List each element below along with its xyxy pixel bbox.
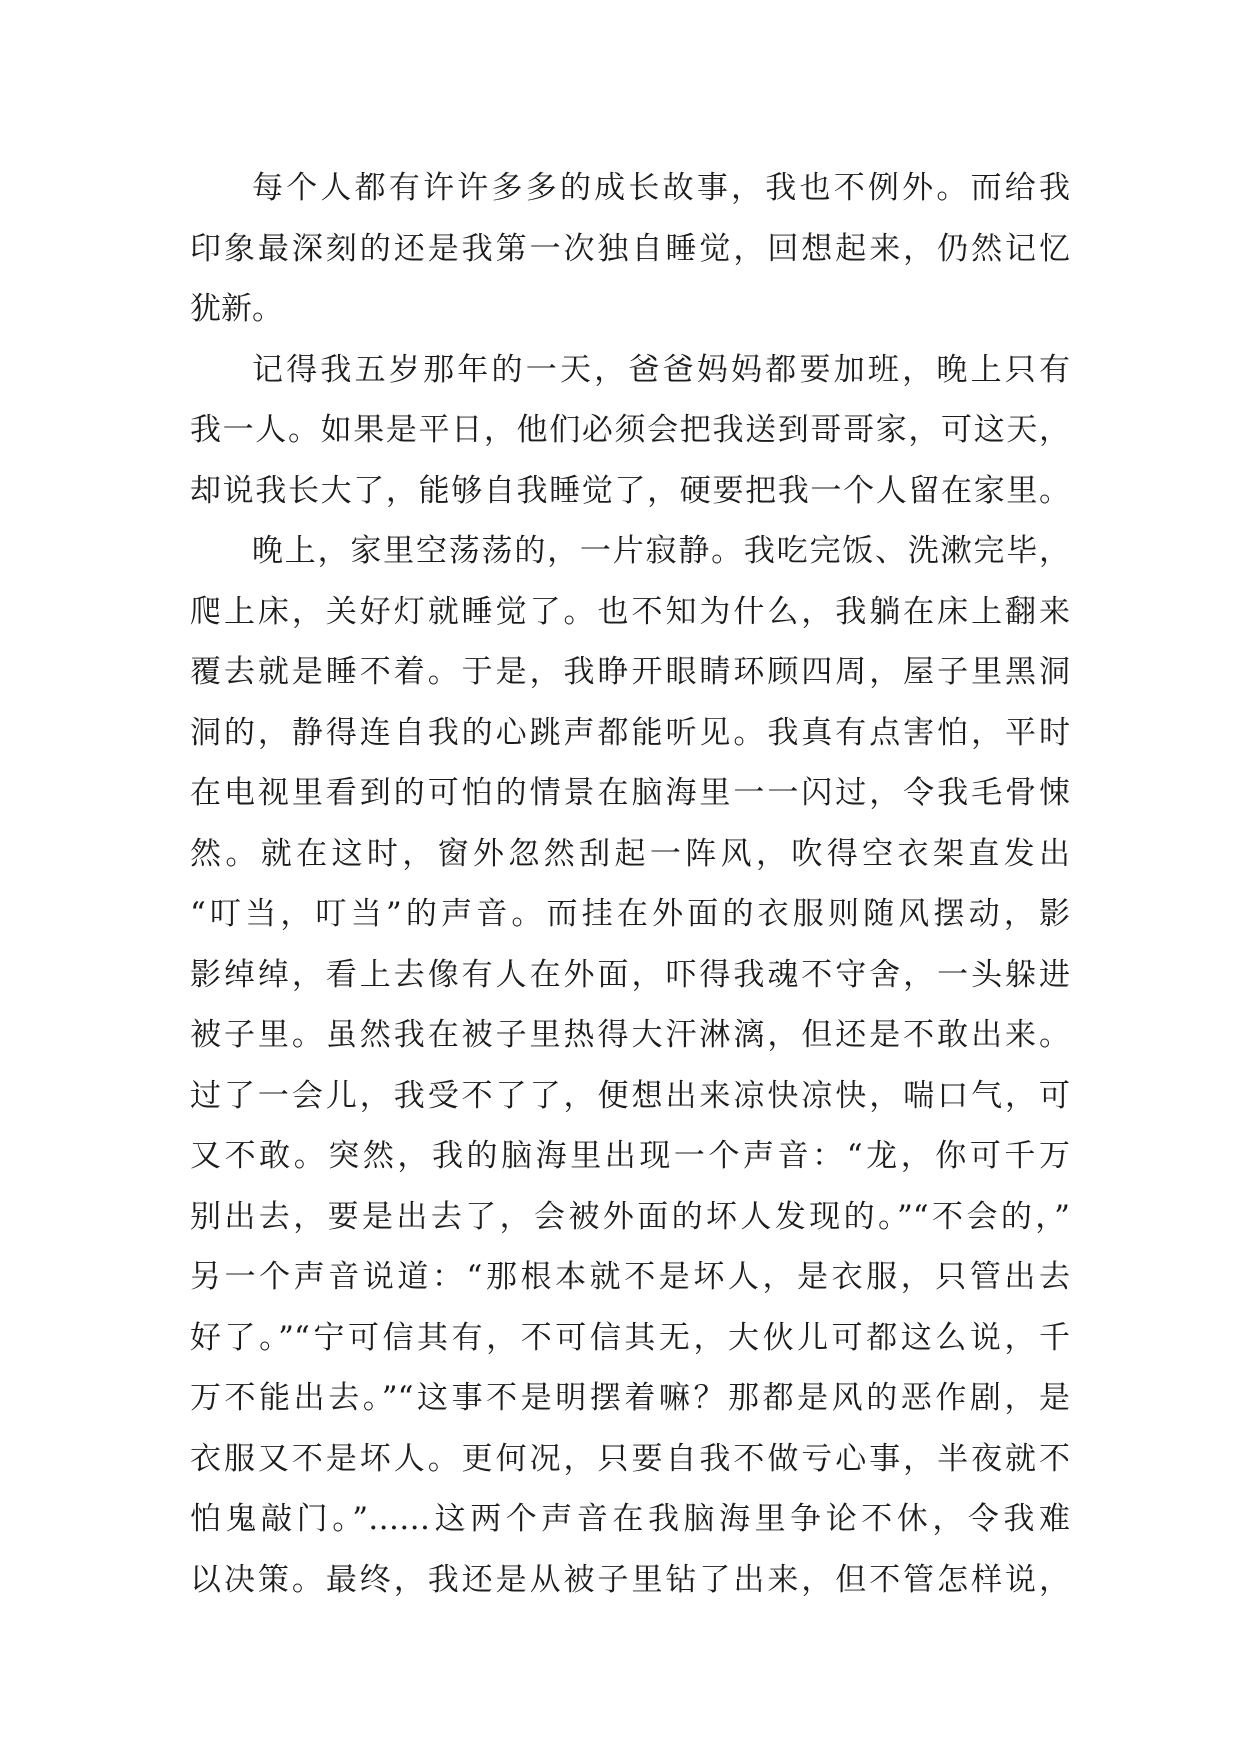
text-line: 然。就在这时，窗外忽然刮起一阵风，吹得空衣架直发出	[190, 835, 1070, 872]
text-line: 每个人都有许许多多的成长故事，我也不例外。而给我	[252, 170, 1070, 206]
text-line: 怕鬼敲门。”……这两个声音在我脑海里争论不休，令我难	[190, 1501, 1070, 1537]
text-line: 在电视里看到的可怕的情景在脑海里一一闪过，令我毛骨悚	[190, 775, 1070, 811]
essay-body	[190, 158, 1070, 1610]
text-line: 又不敢。突然，我的脑海里出现一个声音：“龙，你可千万	[190, 1138, 1070, 1174]
text-line: 别出去，要是出去了，会被外面的坏人发现的。”“不会的，”	[190, 1198, 1070, 1235]
text-line: 影绰绰，看上去像有人在外面，吓得我魂不守舍，一头躲进	[190, 956, 1070, 993]
text-line: 却说我长大了，能够自我睡觉了，硬要把我一个人留在家里。	[190, 472, 1070, 509]
text-line: 被子里。虽然我在被子里热得大汗淋漓，但还是不敢出来。	[190, 1017, 1070, 1053]
text-line: 万不能出去。”“这事不是明摆着嘛？那都是风的恶作剧，是	[190, 1380, 1070, 1416]
text-line: 好了。”“宁可信其有，不可信其无，大伙儿可都这么说，千	[190, 1319, 1070, 1356]
text-line: 晚上，家里空荡荡的，一片寂静。我吃完饭、洗漱完毕，	[252, 533, 1070, 569]
text-line: 爬上床，关好灯就睡觉了。也不知为什么，我躺在床上翻来	[190, 593, 1070, 630]
text-line: 洞的，静得连自我的心跳声都能听见。我真有点害怕，平时	[190, 714, 1070, 751]
text-line: “叮当，叮当”的声音。而挂在外面的衣服则随风摆动，影	[190, 896, 1070, 932]
text-line: 犹新。	[190, 291, 283, 327]
text-line: 记得我五岁那年的一天，爸爸妈妈都要加班，晚上只有	[252, 351, 1070, 388]
text-line: 衣服又不是坏人。更何况，只要自我不做亏心事，半夜就不	[190, 1440, 1070, 1477]
text-line: 以决策。最终，我还是从被子里钻了出来，但不管怎样说，	[190, 1561, 1070, 1598]
text-line: 我一人。如果是平日，他们必须会把我送到哥哥家，可这天，	[190, 412, 1070, 448]
text-line: 过了一会儿，我受不了了，便想出来凉快凉快，喘口气，可	[190, 1077, 1070, 1114]
text-line: 另一个声音说道：“那根本就不是坏人，是衣服，只管出去	[190, 1259, 1070, 1295]
text-line: 覆去就是睡不着。于是，我睁开眼睛环顾四周，屋子里黑洞	[190, 654, 1070, 690]
text-line: 印象最深刻的还是我第一次独自睡觉，回想起来，仍然记忆	[190, 230, 1070, 267]
